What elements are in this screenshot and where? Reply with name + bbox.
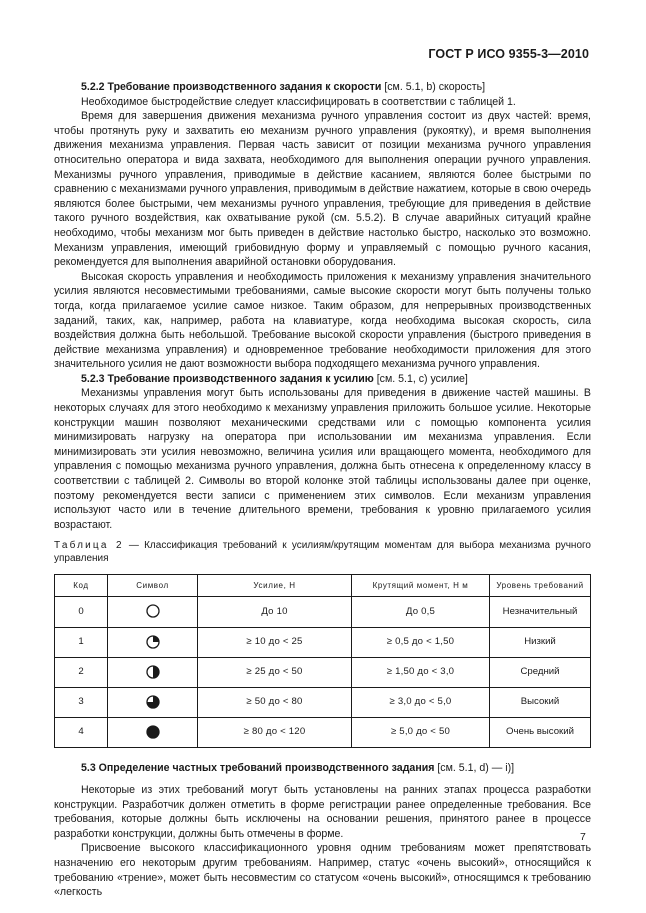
- cell-code: 0: [55, 597, 108, 627]
- table-row: [55, 718, 591, 748]
- section-ref: [см. 5.1, d) — i)]: [434, 762, 515, 775]
- cell-symbol: [108, 687, 198, 717]
- cell-force: ≥ 50 до < 80: [198, 687, 352, 717]
- section-title: 5.2.2 Требование производственного задания к скорости: [81, 81, 382, 93]
- cell-level: Очень высокий: [490, 718, 591, 748]
- section-title: 5.2.3 Требование производственного задания к усилию: [81, 372, 374, 385]
- cell-symbol: [108, 657, 198, 687]
- cell-code: 4: [55, 718, 108, 748]
- cell-level: Незначительный: [490, 597, 591, 627]
- col-header-level: Уровень требований: [490, 575, 591, 597]
- circle-quarter-icon: [146, 635, 160, 649]
- cell-force: ≥ 80 до < 120: [198, 718, 352, 748]
- section-5-2-2-heading: [54, 80, 591, 95]
- cell-level: Средний: [490, 657, 591, 687]
- section-title: 5.3 Определение частных требований производственного задания: [81, 762, 435, 775]
- cell-force: До 10: [198, 597, 352, 627]
- col-header-code: Код: [55, 575, 108, 597]
- paragraph: Механизмы управления могут быть использованы для приведения в движение частей машины. В некоторых случаях для этого необходимо к механизму управления приложить большое усилие. Некоторые конструкции машин позволяют механическими средствами или с помощью компонента усилия минимизировать нагрузку на оператора при использовании им механизма управления. Если минимизировать эти усилия невозможно, величина усилия или вращающего момента, необходимого для управления с помощью механизма ручного управления, должна быть отнесена к определенному классу в соответствии с таблицей 2. Символы во второй колонке этой таблицы использованы далее при оценке, поэтому рекомендуется вести записи с применением этих символов. Если механизм управления используют часто или в течение длительного времени, требования к уровню прилагаемого усилия возрастают.: [54, 387, 591, 531]
- circle-empty-icon: [146, 604, 160, 618]
- circle-three-quarter-icon: [146, 695, 160, 709]
- cell-force: ≥ 25 до < 50: [198, 657, 352, 687]
- section-ref: [см. 5.1, b) скорость]: [381, 81, 486, 93]
- cell-torque: ≥ 3,0 до < 5,0: [352, 687, 490, 717]
- paragraph: Необходимое быстродействие следует классифицировать в соответствии с таблицей 1.: [81, 95, 516, 108]
- table-row: [55, 657, 591, 687]
- col-header-torque: Крутящий момент, Н м: [352, 575, 490, 597]
- col-header-symbol: Символ: [108, 575, 198, 597]
- cell-symbol: [108, 597, 198, 627]
- cell-code: 2: [55, 657, 108, 687]
- cell-symbol: [108, 627, 198, 657]
- paragraph: Некоторые из этих требований могут быть установлены на ранних этапах процесса разработки конструкции. Разработчик должен отметить в форме регистрации ранее определенные требования. Все требования, которые должны быть исключены на основании решения, принятого ранее в процессе разработки конструкции, должны быть отмечены в форме.: [54, 783, 591, 840]
- section-ref: [см. 5.1, с) усилие]: [373, 372, 468, 385]
- cell-level: Низкий: [490, 627, 591, 657]
- cell-torque: ≥ 1,50 до < 3,0: [352, 657, 490, 687]
- table-row: [55, 597, 591, 627]
- cell-code: 3: [55, 687, 108, 717]
- cell-symbol: [108, 718, 198, 748]
- table-row: [55, 627, 591, 657]
- paragraph: Время для завершения движения механизма ручного управления состоит из двух частей: время, чтобы протянуть руку и захватить ею механизм ручного управления (рукоятку), и время выполнения движения механизма управления. Первая часть зависит от позиции механизма ручного управления относительно оператора и вида захвата, необходимого для выполнения операции ручного управления. Механизмы ручного управления, приводимые в действие касанием, являются более быстрыми по сравнению с механизмами ручного управления, приводимым в действие нажатием, которые в свою очередь являются более быстрыми, чем механизмы ручного управления, требующие для приведения в действие такого ручного воздействия, как охватывание рукой (см. 5.5.2). В случае аварийных ситуаций крайне необходимо, чтобы механизм мог быть приведен в действие настолько быстро, насколько это возможно. Механизм управления, имеющий грибовидную форму и управляемый с помощью ручного касания, рекомендуется для выполнения аварийной остановки оборудования.: [54, 110, 591, 269]
- table-row: [55, 687, 591, 717]
- cell-code: 1: [55, 627, 108, 657]
- paragraph: Присвоение высокого классификационного уровня одним требованиям может препятствовать назначению его некоторым другим требованиям. Например, статус «очень высокий», относящийся к требованию «трение», может быть несовместим со статусом «очень высокий», относящимся к требованию «легкость: [54, 842, 591, 899]
- circle-full-icon: [146, 725, 160, 739]
- page-number: 7: [580, 831, 586, 843]
- col-header-force: Усилие, Н: [198, 575, 352, 597]
- circle-half-icon: [146, 665, 160, 679]
- cell-force: ≥ 10 до < 25: [198, 627, 352, 657]
- section-5-3-heading: [54, 761, 591, 776]
- paragraph: Высокая скорость управления и необходимость приложения к механизму управления значительного усилия являются несовместимыми требованиями, самые высокие скорости могут быть получены только тогда, когда прилагаемое усилие самое низкое. Таким образом, для непрерывных производственных заданий, таких, как, например, работа на клавиатуре, когда необходима высокая скорость, сила воздействия должна быть небольшой. Требование высокой скорости управления (быстрого приведения в действие механизма управления) и одновременное требование необходимости приложения для этого значительного усилия не дают возможности выбора подходящего механизма ручного управления.: [54, 270, 591, 371]
- section-5-2-3-heading: [54, 372, 591, 387]
- document-header: ГОСТ Р ИСО 9355-3—2010: [428, 47, 589, 61]
- table-label: Таблица 2: [54, 540, 124, 552]
- cell-torque: ≥ 5,0 до < 50: [352, 718, 490, 748]
- force-classification-table: [54, 574, 591, 748]
- cell-level: Высокий: [490, 687, 591, 717]
- cell-torque: До 0,5: [352, 597, 490, 627]
- page-content: [54, 80, 591, 900]
- table-caption: [54, 539, 591, 565]
- table-caption-text: — Классификация требований к усилиям/крутящим моментам для выбора механизма ручного управления: [54, 540, 591, 565]
- cell-torque: ≥ 0,5 до < 1,50: [352, 627, 490, 657]
- table-header-row: [55, 575, 591, 597]
